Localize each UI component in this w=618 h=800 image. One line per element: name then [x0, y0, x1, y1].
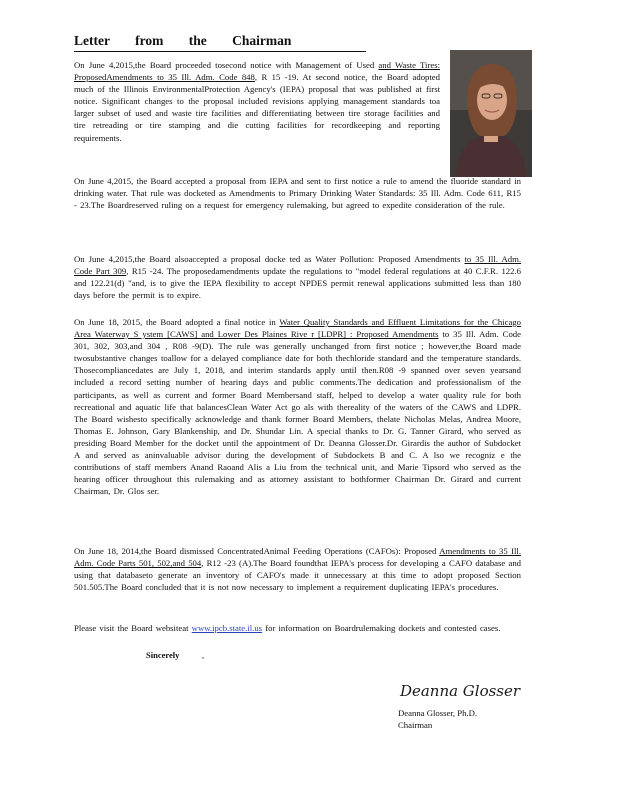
- paragraph-text: On June 4,2015,the Board proceeded tosecond notice with Management of Used: [74, 60, 375, 70]
- docket-title: Water Quality Standards and Effluent Limitations for the Chicago Area Waterway S ystem [CAWS] and Lower Des Plaines Rive r [LDPR] : Proposed Amendments: [74, 317, 521, 340]
- paragraph-used-tires: [74, 59, 440, 144]
- paragraph-text: , R12 -23 (A).The Board foundthat IEPA's process for developing a CAFO database and using that databaseto generate an inventory of CAFO's made it unnecessary at this time to adopt proposed Section 501.505.The Board concluded that it is not now necessary to implement a requirement duplicating IEPA's procedures.: [74, 558, 521, 593]
- website-link[interactable]: www.ipcb.state.il.us: [191, 623, 263, 633]
- paragraph-text: , R15 -24. The proposedamendments update the regulations to "model federal regulations at 40 C.F.R. 122.6 and 122.21(d) "and, is to give the IEPA flexibility to accept NPDES permit renewal applications submitted less than 180 days before the permit is to expire.: [74, 266, 521, 301]
- signer-block: [398, 707, 477, 731]
- paragraph-fluoride: On June 4,2015, the Board accepted a proposal from IEPA and sent to first notice a rule to amend the fluoride standard in drinking water. That rule was docketed as Amendments to Primary Drinking Water Standards: 35 Ill. Adm. Code 611, R15 - 23.The Boardreserved ruling on a request for emergency rulemaking, but agreed to expedite consideration of the rule.: [74, 176, 521, 211]
- signature-script: Deanna Glosser: [399, 682, 521, 700]
- paragraph-text: On June 18, 2015, the Board adopted a final notice in: [74, 317, 280, 327]
- closing-comma: ,: [202, 650, 205, 660]
- docket-title: and Waste Tires: ProposedAmendments to 35 Ill. Adm. Code 848: [74, 60, 441, 83]
- paragraph-cafo: [74, 545, 521, 593]
- paragraph-water-pollution: [74, 253, 521, 301]
- paragraph-text: On June 4,2015,the Board alsoaccepted a proposal docke ted as Water Pollution: Proposed Amendments: [74, 254, 461, 264]
- chairman-photo: [450, 50, 532, 177]
- docket-title: Amendments to 35 Ill. Adm. Code Parts 501, 502,and 504: [74, 546, 521, 569]
- closing-sincerely: Sincerely: [146, 650, 180, 660]
- page-title: Letter from the Chairman: [74, 33, 366, 52]
- signer-role: Chairman: [398, 720, 433, 730]
- paragraph-text: On June 18, 2014,the Board dismissed ConcentratedAnimal Feeding Operations (CAFOs): Proposed: [74, 546, 437, 556]
- paragraph-text: , R 15 -19. At second notice, the Board adopted much of the Illinois EnvironmentalProtection Agency's (IEPA) proposal that was published at first notice. Significant changes to the proposal included revisions applying management standards toa larger subset of used and waste tire facilities and differentiating between tire storage facilities and tire retreading or tire stamping and die cutting facilities for recordkeeping and reporting requirements.: [74, 72, 441, 143]
- paragraph-website: [74, 622, 521, 634]
- paragraph-text: to 35 Ill. Adm. Code 301, 302, 303,and 304 , R08 -9(D). The rule was generally unchanged from first notice ; however,the Board made twosubstantive changes toallow for a delayed compliance date for both thechloride standard and the temperature standards. Thosecompliancedates are July 1, 2018, and interim standards apply until then.R08 -9 spanned over seven yearsand included a record setting number of hearing days and public comments.The dedication and professionalism of the participants, as well as current and former Board Membersand staff, helped to develop a water quality rule for both recreational and aquatic life that balancesClean Water Act go als with thereality of the waters of the CAWS and LDPR. The Board wishesto specifically acknowledge and thank former Board Members, thelate Nicholas Melas, Andrea Moore, Thomas E. Johnson, Gary Blankenship, and Dr. Shundar Lin. A special thanks to Dr. G. Tanner Girard, who served as presiding Board Member for the docket until the appointment of Dr. Deanna Glosser.Dr. Girardis the author of Subdocket A and served as aninvaluable advisor during the development of Subdockets B and C. A lso we recogniz e the contributions of staff members Anand Raoand Alis a Liu from the technical unit, and Marie Tipsord who served as the hearing officer throughout this rulemaking and as attorney assistant to bothformer Chairman Dr. Girard and current Chairman, Dr. Glos ser.: [74, 329, 521, 497]
- signature-image: [398, 674, 524, 704]
- portrait-image: [450, 50, 532, 177]
- signer-name: Deanna Glosser, Ph.D.: [398, 708, 478, 718]
- docket-title: to 35 Ill. Adm. Code Part 309: [74, 254, 522, 277]
- paragraph-caws-ldpr: [74, 316, 521, 497]
- paragraph-text: Please visit the Board websiteat: [74, 623, 192, 633]
- paragraph-text: for information on Boardrulemaking dockets and contested cases.: [262, 623, 501, 633]
